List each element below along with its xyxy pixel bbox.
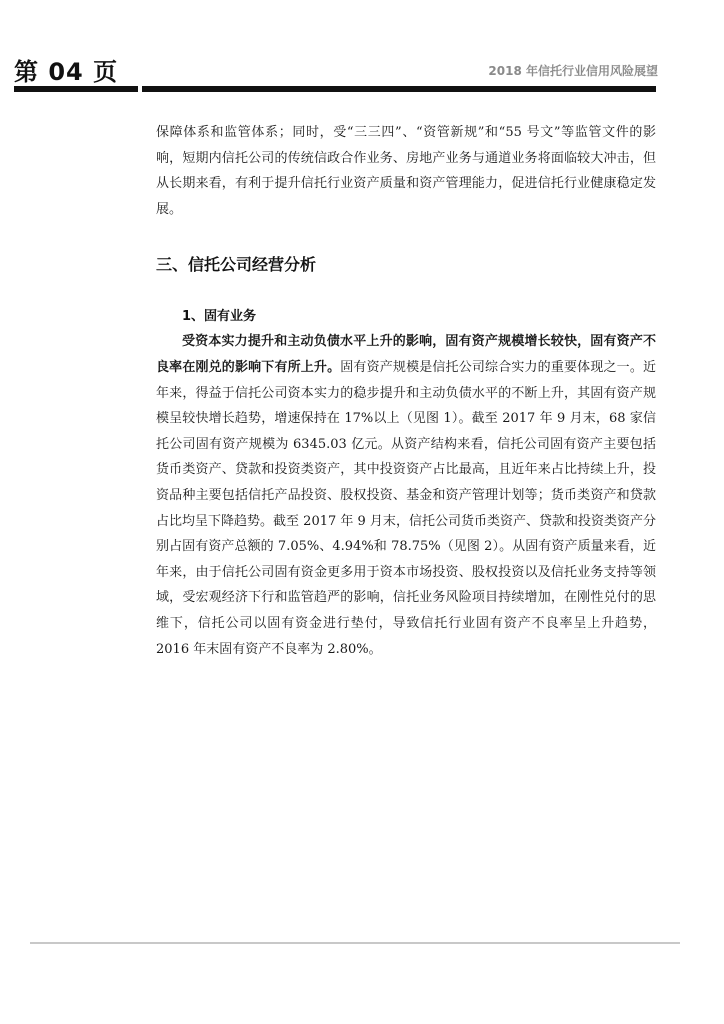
intro-paragraph: 保障体系和监管体系；同时，受“三三四”、“资管新规”和“55 号文”等监管文件的影响，短期内信托公司的传统信政合作业务、房地产业务与通道业务将面临较大冲击，但从长期来看，有利于提升信托行业资产质量和资产管理能力，促进信托行业健康稳定发展。 (156, 125, 656, 217)
report-title: 2018 年信托行业信用风险展望 (488, 64, 658, 78)
main-paragraph-lead: 受资本实力提升和主动负债水平上升的影响，固有资产规模增长较快，固有资产不良率在刚兑的影响下有所上升。 (156, 334, 656, 375)
section-heading: 三、信托公司经营分析 (156, 255, 317, 275)
subsection-heading: 1、固有业务 (182, 309, 257, 325)
page-number: 第 04 页 (14, 58, 119, 86)
main-paragraph-body: 固有资产规模是信托公司综合实力的重要体现之一。近年来，得益于信托公司资本实力的稳步提升和主动负债水平的不断上升，其固有资产规模呈较快增长趋势，增速保持在 17%以上（见图 1）。截至 2017 年 9 月末，68 家信托公司固有资产规模为 6345.03 亿元。从资产结构来看，信托公司固有资产主要包括货币类资产、贷款和投资类资产，其中投资资产占比最高，且近年来占比持续上升，投资品种主要包括信托产品投资、股权投资、基金和资产管理计划等；货币类资产和贷款占比均呈下降趋势。截至 2017 年 9 月末，信托公司货币类资产、贷款和投资类资产分别占固有资产总额的 7.05%、4.94%和 78.75%（见图 2）。从固有资产质量来看，近年来，由于信托公司固有资金更多用于资本市场投资、股权投资以及信托业务支持等领域，受宏观经济下行和监管趋严的影响，信托业务风险项目持续增加，在刚性兑付的思维下，信托公司以固有资金进行垫付，导致信托行业固有资产不良率呈上升趋势，2016 年末固有资产不良率为 2.80%。 (156, 359, 656, 657)
header-rule-left (14, 86, 138, 92)
main-paragraph (156, 329, 656, 662)
footer-rule (30, 942, 680, 944)
page-content (156, 120, 656, 662)
header-rule-right (142, 86, 656, 92)
